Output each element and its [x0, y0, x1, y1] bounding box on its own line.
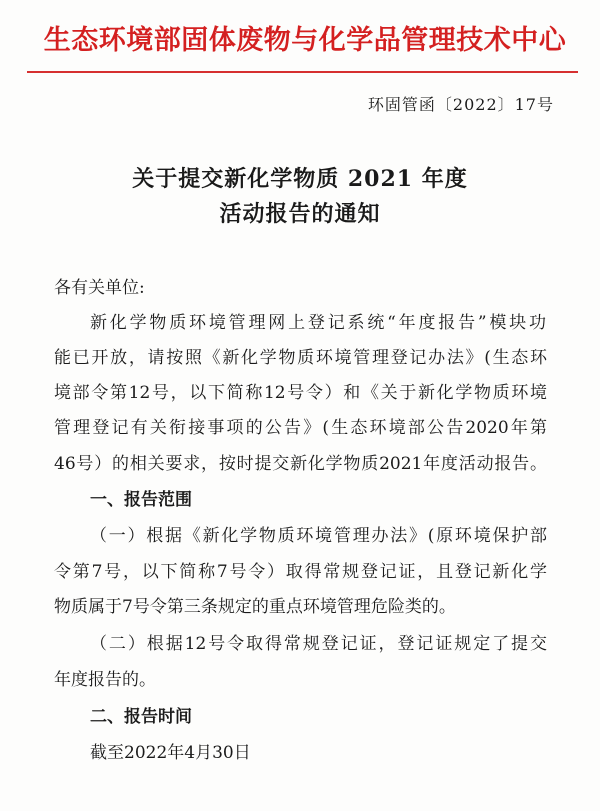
- salutation: 各有关单位:: [54, 278, 145, 298]
- section-heading-time: 二、报告时间: [90, 707, 192, 727]
- scope-item-2-line: 年度报告的。: [54, 670, 156, 690]
- report-deadline: 截至2022年4月30日: [90, 743, 251, 763]
- intro-line: 46号）的相关要求，按时提交新化学物质2021年度活动报告。: [54, 454, 547, 474]
- scope-item-1-line: 物质属于7号令第三条规定的重点环境管理危险类的。: [54, 597, 456, 617]
- scope-item-2-line: （二）根据12号令取得常规登记证，登记证规定了提交: [90, 634, 547, 654]
- document-number: 环固管函〔2022〕17号: [367, 95, 554, 114]
- section-heading-scope: 一、报告范围: [90, 490, 192, 510]
- intro-line: 境部令第12号，以下简称12号令）和《关于新化学物质环境: [54, 383, 547, 403]
- intro-line: 管理登记有关衔接事项的公告》(生态环境部公告2020年第: [54, 418, 547, 438]
- organization-header: 生态环境部固体废物与化学品管理技术中心: [43, 25, 567, 56]
- document-title-line-2: 活动报告的通知: [219, 201, 381, 227]
- intro-line: 新化学物质环境管理网上登记系统“年度报告”模块功: [90, 313, 546, 333]
- document-title-line-1: 关于提交新化学物质 2021 年度: [132, 166, 468, 192]
- scope-item-1-line: 令第7号，以下简称7号令）取得常规登记证，且登记新化学: [54, 562, 547, 582]
- header-divider: [27, 71, 578, 73]
- intro-line: 能已开放，请按照《新化学物质环境管理登记办法》(生态环: [54, 348, 547, 368]
- scope-item-1-line: （一）根据《新化学物质环境管理办法》(原环境保护部: [90, 526, 547, 546]
